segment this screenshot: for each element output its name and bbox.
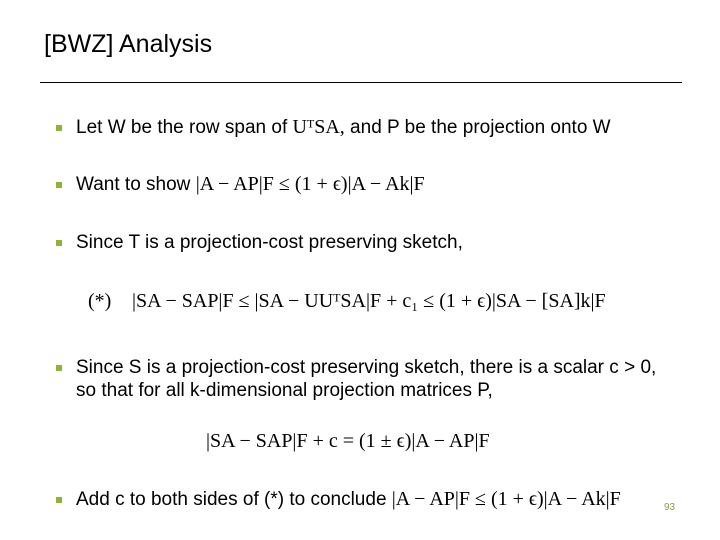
bullet-marker <box>56 182 62 188</box>
bullet-math: |A − AP|F ≤ (1 + ϵ)|A − Ak|F <box>195 173 425 195</box>
title-divider <box>40 82 682 83</box>
bullet-math: |A − AP|F ≤ (1 + ϵ)|A − Ak|F <box>391 488 621 510</box>
slide-title: [BWZ] Analysis <box>44 30 213 58</box>
bullet-text: Add c to both sides of (*) to conclude <box>76 489 392 510</box>
bullet-marker <box>56 125 62 131</box>
bullet-text: Want to show <box>76 174 196 195</box>
equation-star: |SA − SAP|F ≤ |SA − UUᵀSA|F + c₁ ≤ (1 + ϵ)|SA − [SA]k|F <box>132 290 606 312</box>
bullet-math: UᵀSA, <box>292 116 345 138</box>
bullet-text: Since S is a projection-cost preserving sketch, there is a scalar c > 0, so that for all k-dimensional projection matrices P, <box>76 357 657 401</box>
bullet-text: Let W be the row span of <box>76 117 293 138</box>
bullet-text: Since T is a projection-cost preserving sketch, <box>76 232 463 253</box>
bullet-text-continued: and P be the projection onto W <box>344 117 611 138</box>
bullet-marker <box>56 497 62 503</box>
equation-scalar: |SA − SAP|F + c = (1 ± ϵ)|A − AP|F <box>206 430 490 452</box>
bullet-marker <box>56 365 62 371</box>
page-number: 93 <box>664 502 676 513</box>
equation-star-label: (*) <box>88 290 112 312</box>
bullet-marker <box>56 240 62 246</box>
